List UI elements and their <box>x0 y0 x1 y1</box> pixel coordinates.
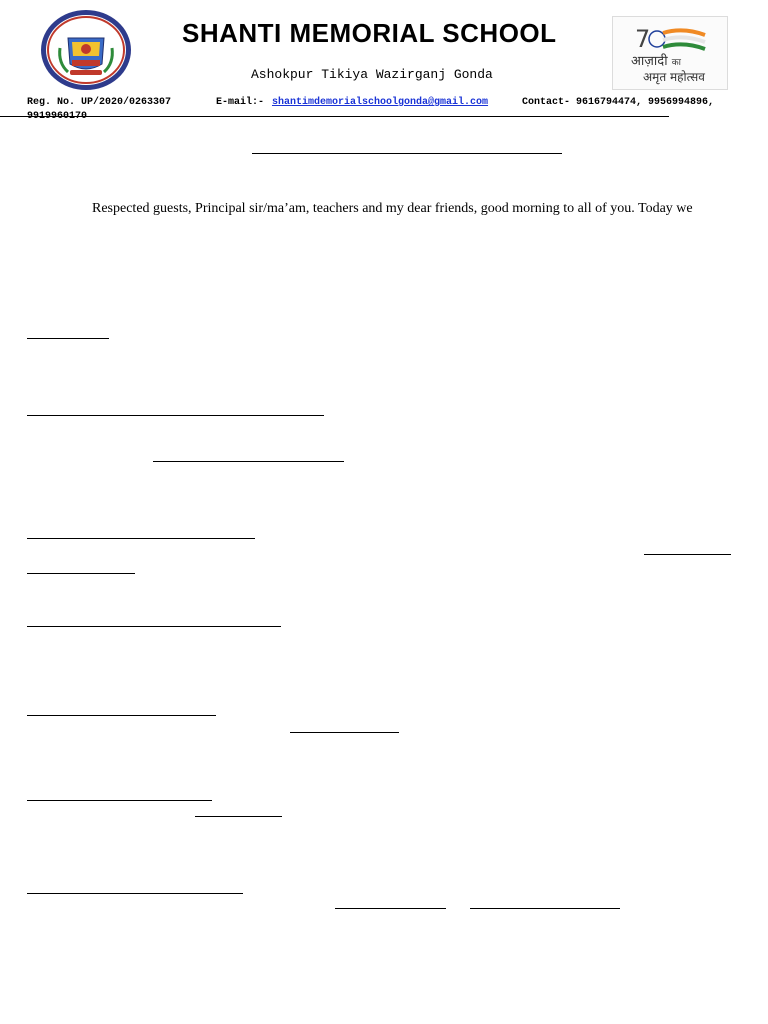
inline-underline-2 <box>644 554 731 555</box>
heading-underline-6 <box>27 800 212 801</box>
heading-underline-7 <box>27 893 243 894</box>
heading-underline-5 <box>27 715 216 716</box>
inline-underline-5 <box>195 816 282 817</box>
inline-underline-3 <box>27 573 135 574</box>
school-address: Ashokpur Tikiya Wazirganj Gonda <box>251 67 493 82</box>
inline-underline-1 <box>153 461 344 462</box>
email-link[interactable]: shantimdemorialschoolgonda@gmail.com <box>272 97 489 108</box>
heading-underline-3 <box>27 538 255 539</box>
badge-text-ka: का <box>671 58 681 68</box>
speech-intro-text: Respected guests, Principal sir/ma’am, teachers and my dear friends, good morning to all of you. Today we <box>92 201 693 216</box>
contact-number-continued: 9919960170 <box>27 111 88 122</box>
school-name: SHANTI MEMORIAL SCHOOL <box>182 18 557 48</box>
registration-number: Reg. No. UP/2020/0263307 <box>27 97 172 108</box>
email-label: E-mail:- <box>216 97 265 108</box>
inline-underline-4 <box>290 732 399 733</box>
azadi-ka-amrit-mahotsav-badge <box>612 16 728 90</box>
heading-underline-2 <box>27 415 324 416</box>
contact-numbers: Contact- 9616794474, 9956994896, <box>522 97 715 108</box>
heading-underline-4 <box>27 626 281 627</box>
svg-text:7: 7 <box>635 25 651 53</box>
inline-underline-7 <box>470 908 620 909</box>
header-divider <box>0 116 669 117</box>
badge-text-azadi: आज़ादी <box>631 54 668 69</box>
heading-underline-1 <box>27 338 109 339</box>
school-logo <box>38 8 134 92</box>
badge-text-amrit-mahotsav: अमृत महोत्सव <box>643 70 705 84</box>
inline-underline-6 <box>335 908 446 909</box>
title-underline <box>252 153 562 154</box>
